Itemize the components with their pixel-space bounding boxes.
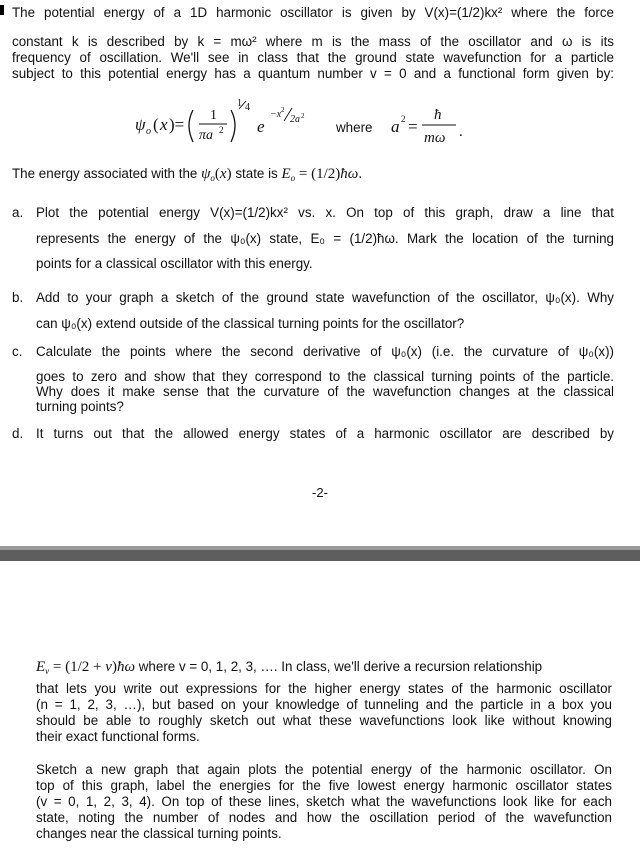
- svg-text:mω: mω: [424, 130, 446, 146]
- svg-text:−x: −x: [270, 109, 282, 120]
- question-b-line-2: can ψ₀(x) extend outside of the classical turning points for the oscillator?: [36, 316, 465, 331]
- svg-text:2: 2: [281, 106, 285, 114]
- question-d-label: d.: [12, 426, 24, 441]
- svg-text:2a: 2a: [290, 114, 300, 125]
- energy-statement: The energy associated with the $\psi_o(x)$ state is $E_o$ = (1/2)ħω.: [12, 166, 363, 183]
- svg-text:πa: πa: [199, 128, 214, 143]
- question-c-label: c.: [12, 344, 23, 359]
- question-c-line-2: goes to zero and show that they correspond to the classical turning points of the particle.: [36, 369, 614, 384]
- svg-text:=: =: [408, 117, 418, 136]
- para2-line-3: (v = 0, 1, 2, 3, 4). On top of these lines, sketch what the wavefunctions look like for each: [36, 794, 612, 809]
- question-a-line-1: Plot the potential energy V(x)=(1/2)kx² vs. x. On top of this graph, draw a line that: [36, 205, 614, 220]
- svg-text:(: (: [153, 115, 159, 134]
- page-separator: [0, 546, 640, 561]
- intro-line-4: subject to this potential energy has a quantum number v = 0 and a functional form given by:: [12, 66, 614, 81]
- question-b-line-1: Add to your graph a sketch of the ground state wavefunction of the oscillator, ψ₀(x). Why: [36, 290, 614, 305]
- energy-statement-prefix: The energy associated with the: [12, 166, 198, 181]
- para2-line-1: Sketch a new graph that again plots the potential energy of the harmonic oscillator. On: [36, 762, 612, 777]
- question-a-line-2: represents the energy of the ψ₀(x) state, E₀ = (1/2)ħω. Mark the location of the turning: [36, 231, 614, 246]
- question-c-line-3: Why does it make sense that the curvature of the wavefunction changes at the classical: [36, 384, 614, 399]
- svg-text:ħ: ħ: [434, 107, 442, 123]
- para2-line-4: state, noting the number of nodes and how the oscillation period of the wavefunction: [36, 810, 612, 825]
- para1-line-3: (n = 1, 2, 3, …), but based on your knowledge of tunneling and the particle in a box you: [36, 697, 612, 712]
- svg-text:o: o: [146, 126, 151, 137]
- para1-line-1: $E_v = (1/2$ + v)ħω where v = 0, 1, 2, 3, …. In class, we'll derive a recursion relationship: [36, 659, 543, 676]
- svg-text:2: 2: [401, 114, 406, 124]
- question-b-label: b.: [12, 290, 24, 305]
- question-c-line-4: turning points?: [36, 399, 124, 414]
- para1-line-4: should be able to roughly sketch out what these wavefunctions look like without knowing: [36, 713, 612, 728]
- svg-text:2: 2: [219, 125, 224, 135]
- page-number: -2-: [312, 485, 328, 500]
- svg-text:a: a: [391, 117, 400, 136]
- svg-text:)=: )=: [169, 115, 185, 134]
- svg-text:1: 1: [237, 98, 242, 109]
- para1-line-5: their exact functional forms.: [36, 729, 200, 744]
- para2-line-2: top of this graph, label the energies for the five lowest energy harmonic oscillator states: [36, 778, 612, 793]
- energy-statement-mid: state is: [235, 166, 278, 181]
- para2-line-5: changes near the classical turning points.: [36, 826, 282, 841]
- svg-text:ψ: ψ: [135, 115, 146, 134]
- svg-text:x: x: [160, 115, 168, 134]
- document-page-2: [0, 561, 640, 853]
- where-word: where: [336, 120, 373, 135]
- page-edge-mark: [0, 5, 4, 15]
- svg-text:.: .: [459, 124, 463, 140]
- intro-line-1: The potential energy of a 1D harmonic oscillator is given by V(x)=(1/2)kx² where the force: [12, 5, 614, 20]
- wavefunction-equation: [115, 92, 635, 154]
- question-a-label: a.: [12, 205, 24, 220]
- svg-text:4: 4: [245, 102, 250, 113]
- intro-line-3: frequency of oscillation. We'll see in class that the ground state wavefunction for a particle: [12, 50, 614, 65]
- svg-text:2: 2: [301, 112, 305, 120]
- svg-text:1: 1: [210, 108, 217, 123]
- question-d-line-1: It turns out that the allowed energy states of a harmonic oscillator are described by: [36, 426, 614, 441]
- intro-line-2: constant k is described by k = mω² where m is the mass of the oscillator and ω is its: [12, 34, 614, 49]
- svg-text:e: e: [257, 117, 265, 136]
- para1-line-2: that lets you write out expressions for the higher energy states of the harmonic oscillator: [36, 681, 612, 696]
- question-c-line-1: Calculate the points where the second derivative of ψ₀(x) (i.e. the curvature of ψ₀(x)): [36, 344, 614, 359]
- question-a-line-3: points for a classical oscillator with this energy.: [36, 256, 313, 271]
